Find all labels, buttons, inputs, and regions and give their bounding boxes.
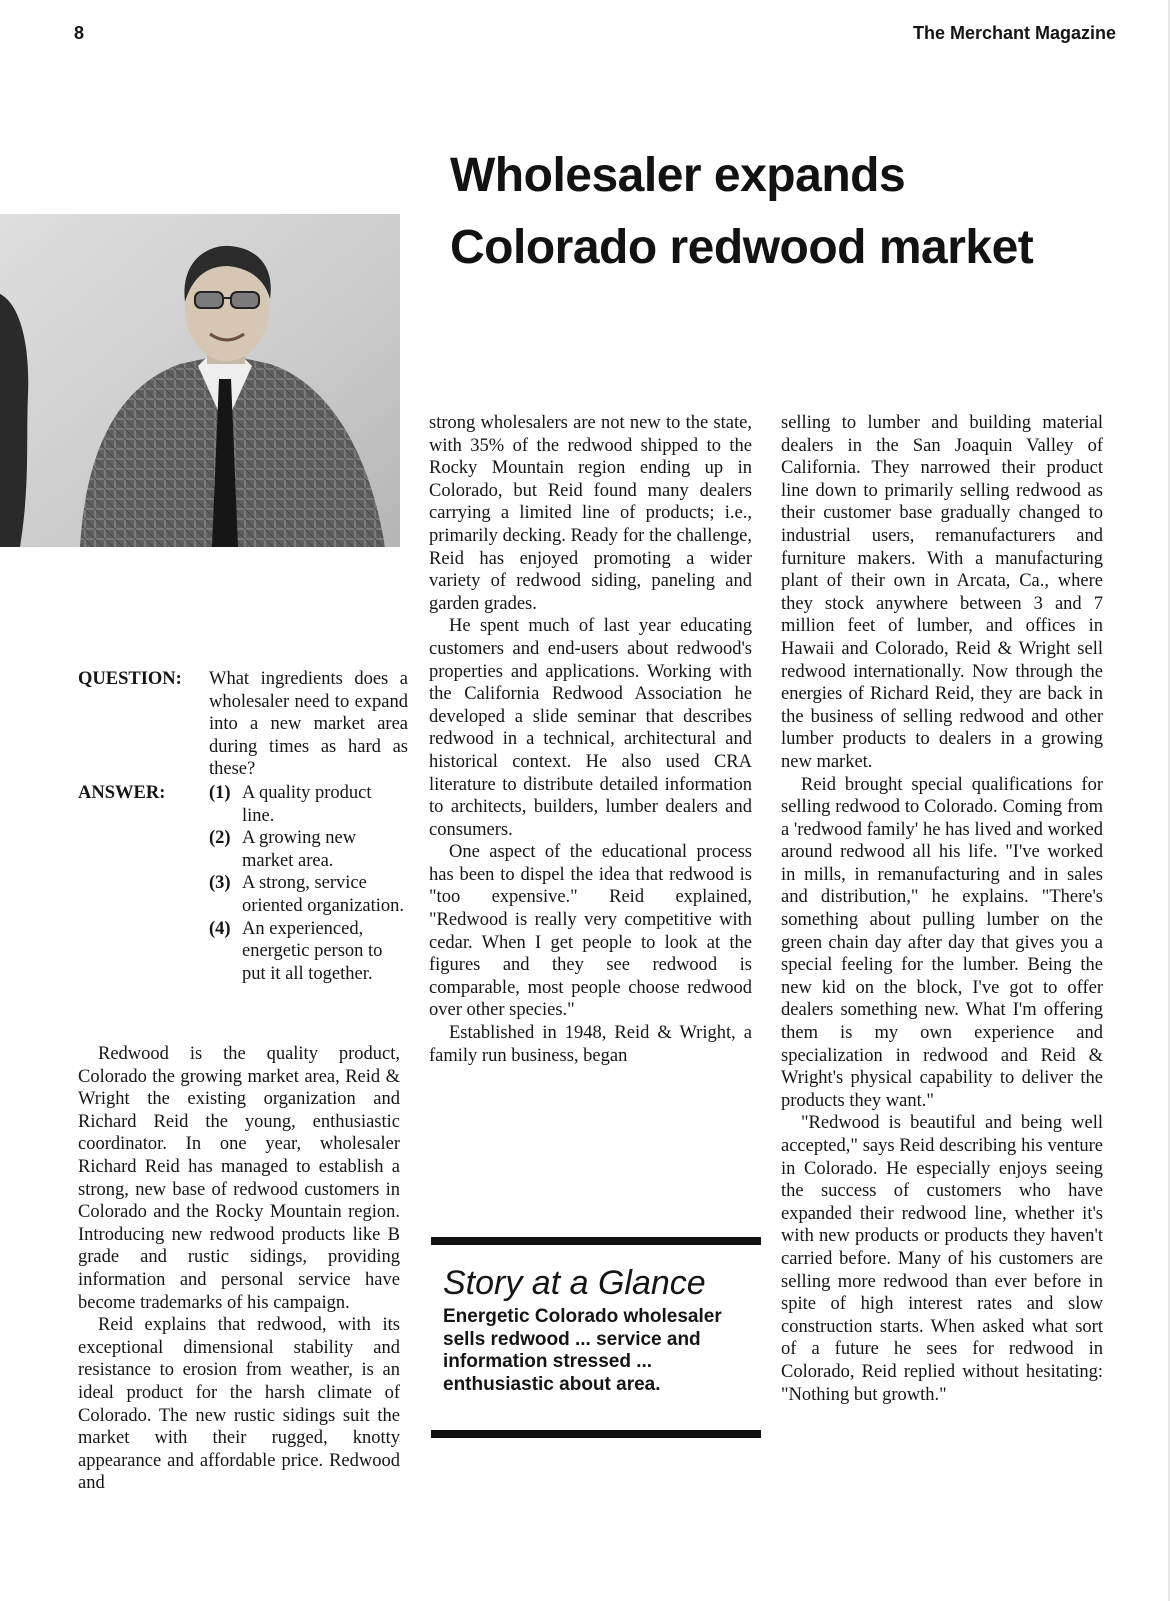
answer-row: [78, 782, 408, 985]
article-paragraph: "Redwood is beautiful and being well accepted," says Reid describing his venture in Colorado. He especially enjoys seeing the success of customers who have expanded their redwood line, whether it's with new products or products they haven't carried before. Many of his customers are selling more redwood than ever before in spite of high interest rates and slow construction starts. When asked what sort of a future he sees for redwood in Colorado, Reid replied without hesitating: "Nothing but growth.": [781, 1113, 1103, 1405]
portrait-photo: [0, 214, 400, 547]
article-column-2: [429, 412, 752, 1067]
answer-text: A growing new market area.: [242, 828, 357, 871]
question-text: What ingredients does a wholesaler need to expand into a new market area during times as hard as these?: [209, 669, 408, 780]
headline: [450, 140, 1130, 284]
article-column-1: [78, 1043, 400, 1495]
page-number: 8: [74, 23, 85, 43]
glance-title: Story at a Glance: [443, 1264, 706, 1302]
article-paragraph: One aspect of the educational process has been to dispel the idea that redwood is "too expensive." Reid explained, "Redwood is really very competitive with cedar. When I get people to look at the figures and they see redwood is comparable, most people choose redwood over other species.": [429, 842, 752, 1021]
article-paragraph: Reid brought special qualifications for selling redwood to Colorado. Coming from a 'redwood family' he has lived and worked around redwood all his life. "I've worked in mills, in remanufacturing and in sales and distribution," he explains. "There's something about pulling lumber on the green chain day after day that gives you a special feeling for the lumber. Being the new kid on the block, I've got to offer dealers something new. What I'm offering them is my own experience and specialization in redwood and Reid & Wright's physical capability to deliver the products they want.": [781, 774, 1103, 1111]
answer-list: [209, 782, 408, 985]
article-paragraph: selling to lumber and building material dealers in the San Joaquin Valley of California. They narrowed their product line down to primarily selling redwood as their customer base gradually changed to industrial users, remanufacturers and furniture makers. With a manufacturing plant of their own in Arcata, Ca., where they stock anywhere between 3 and 7 million feet of lumber, and offices in Hawaii and Colorado, Reid & Wright sell redwood internationally. Now through the energies of Richard Reid, they are back in the business of selling redwood and other lumber products to dealers in a growing new market.: [781, 413, 1103, 772]
article-paragraph: strong wholesalers are not new to the state, with 35% of the redwood shipped to the Rocky Mountain region ending up in Colorado, but Reid found many dealers carrying a limited line of products; i.e., primarily decking. Ready for the challenge, Reid has enjoyed promoting a wider variety of redwood siding, paneling and garden grades.: [429, 413, 752, 614]
headline-line-1: Wholesaler expands: [450, 149, 906, 202]
qa-box: [78, 668, 408, 986]
glance-bottom-rule: [431, 1430, 761, 1438]
publication-name: The Merchant Magazine: [912, 23, 1116, 43]
article-paragraph: Reid explains that redwood, with its exceptional dimensional stability and resistance to erosion from weather, is an ideal product for the harsh climate of Colorado. The new rustic sidings suit the market with their rugged, knotty appearance and affordable price. Redwood and: [78, 1315, 400, 1494]
article-paragraph: Established in 1948, Reid & Wright, a family run business, began: [429, 1023, 752, 1066]
article-column-3: [781, 412, 1103, 1406]
answer-number: (2): [209, 828, 231, 849]
question-row: [78, 668, 408, 781]
answer-number: (3): [209, 873, 231, 894]
answer-number: (1): [209, 782, 231, 803]
answer-number: (4): [209, 918, 231, 939]
answer-item: [209, 872, 408, 917]
glance-top-rule: [431, 1237, 761, 1245]
glance-summary: Energetic Colorado wholesaler sells redwood ... service and information stressed ... enthusiastic about area.: [443, 1306, 722, 1395]
answer-text: A strong, service oriented organization.: [242, 873, 404, 916]
answer-item: [209, 782, 408, 827]
answer-text: An experienced, energetic person to put it all together.: [242, 918, 383, 984]
answer-text: A quality product line.: [242, 782, 372, 826]
article-paragraph: Redwood is the quality product, Colorado the growing market area, Reid & Wright the existing organization and Richard Reid the young, enthusiastic coordinator. In one year, wholesaler Richard Reid has managed to establish a strong, new base of redwood customers in Colorado and the Rocky Mountain region. Introducing new redwood products like B grade and rustic sidings, providing information and personal service have become trademarks of his campaign.: [78, 1044, 400, 1313]
answer-label: ANSWER:: [78, 782, 166, 803]
story-at-a-glance-box: [431, 1237, 761, 1438]
question-label: QUESTION:: [78, 669, 182, 689]
article-paragraph: He spent much of last year educating customers and end-users about redwood's properties and applications. Working with the California Redwood Association he developed a slide seminar that describes redwood in a technical, architectural and historical context. He also used CRA literature to distribute detailed information to architects, builders, lumber dealers and consumers.: [429, 616, 752, 840]
answer-item: [209, 918, 408, 986]
answer-item: [209, 827, 408, 872]
headline-line-2: Colorado redwood market: [450, 221, 1034, 274]
